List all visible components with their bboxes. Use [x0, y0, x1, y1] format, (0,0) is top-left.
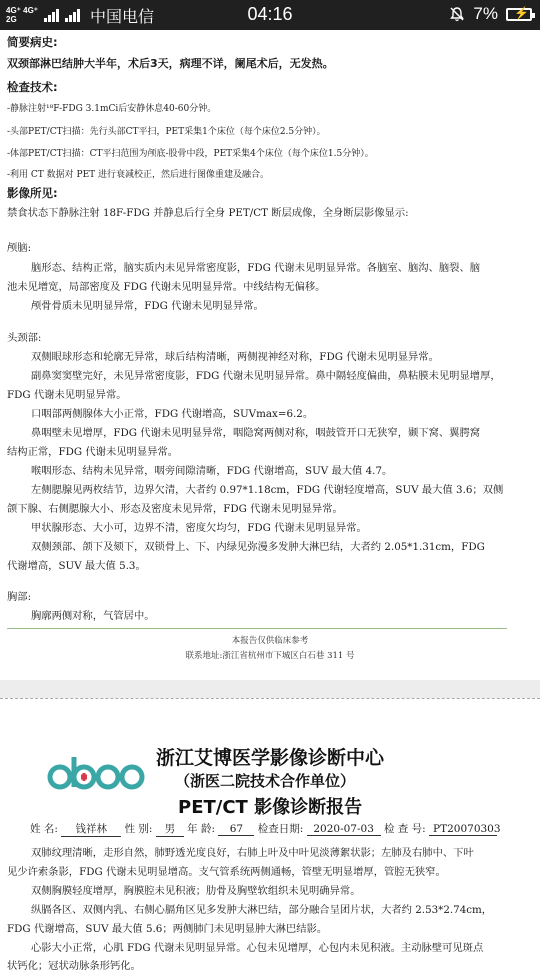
- exam-no-label: 检 查 号:: [383, 823, 426, 835]
- patient-age: 67: [218, 823, 254, 836]
- technique-item: -静脉注射¹⁸F-FDG 3.1mCi后安静休息40-60分钟。: [7, 104, 217, 114]
- name-label: 姓 名:: [30, 823, 58, 835]
- patient-info-row: [30, 821, 501, 837]
- headneck-line: FDG 代谢未见明显异常。: [7, 389, 127, 401]
- carrier-name: 中国电信: [90, 8, 155, 26]
- exam-number: PT20070303: [429, 823, 497, 836]
- technique-item: -头部PET/CT扫描：先行头部CT平扫，PET采集1个床位（每个床位2.5分钟）。: [7, 127, 326, 137]
- exam-date: 2020-07-03: [307, 823, 381, 836]
- headneck-line: 代谢增高，SUV 最大值 5.3。: [7, 560, 146, 572]
- age-label: 年 龄:: [187, 823, 216, 835]
- signal-type-top: 4G⁺ 4G⁺: [6, 6, 39, 15]
- headneck-line: 甲状腺形态、大小可，边界不清，密度欠均匀，FDG 代谢未见明显异常。: [31, 522, 367, 534]
- headneck-line: 喉咽形态、结构未见异常，咽旁间隙清晰，FDG 代谢增高，SUV 最大值 4.7。: [31, 465, 393, 477]
- headneck-title: 头颈部:: [7, 332, 42, 344]
- lung-line: 双肺纹理清晰，走形自然，肺野透光度良好，右肺上叶及中叶见淡薄絮状影；左肺及右肺中、下叶: [31, 847, 474, 859]
- patient-sex: 男: [156, 821, 184, 837]
- divider: [7, 628, 507, 629]
- sex-label: 性 别:: [124, 823, 153, 835]
- headneck-line: 鼻咽壁未见增厚，FDG 代谢未见明显异常，咽隐窝两侧对称，咽鼓管开口无狭窄，颞下窝、翼腭窝: [31, 427, 481, 439]
- mute-bell-icon: [449, 6, 465, 22]
- technique-item: -利用 CT 数据对 PET 进行衰减校正，然后进行图像重建及融合。: [7, 170, 270, 180]
- date-label: 检查日期:: [257, 823, 304, 835]
- brain-line: 脑形态、结构正常，脑实质内未见异常密度影，FDG 代谢未见明显异常。各脑室、脑沟、脑裂、脑: [31, 262, 481, 274]
- clock: 04:16: [247, 4, 293, 24]
- heart-line: 心影大小正常，心肌 FDG 代谢未见明显异常。心包未见增厚，心包内未见积液。主动脉壁可见斑点: [31, 942, 484, 954]
- center-subtitle: （浙医二院技术合作单位）: [175, 772, 356, 790]
- findings-title: 影像所见:: [7, 186, 58, 200]
- lung-line: 双侧胸膜轻度增厚，胸膜腔未见积液；肋骨及胸壁软组织未见明确异常。: [31, 885, 361, 897]
- findings-intro: 禁食状态下静脉注射 18F-FDG 并静息后行全身 PET/CT 断层成像，全身断层影像显示:: [7, 207, 409, 219]
- battery-charging-icon: ⚡: [506, 8, 532, 21]
- chest-title: 胸部:: [7, 591, 32, 603]
- headneck-line: 左侧腮腺见两枚结节，边界欠清，大者约 0.97*1.18cm，FDG 代谢轻度增高，SUV 最大值 3.6；双侧: [31, 484, 504, 496]
- history-title: 简要病史:: [7, 35, 58, 49]
- technique-item: -体部PET/CT扫描：CT平扫范围为颅底-股骨中段，PET采集4个床位（每个床位1.5分钟）。: [7, 149, 374, 159]
- patient-name: 钱祥林: [61, 821, 121, 837]
- headneck-line: 双侧眼球形态和轮廓无异常，球后结构清晰，两侧视神经对称，FDG 代谢未见明显异常。: [31, 351, 439, 363]
- status-bar: [0, 0, 540, 30]
- aboo-logo: [44, 747, 146, 799]
- headneck-line: 颌下腺、右侧腮腺大小、形态及密度未见异常，FDG 代谢未见明显异常。: [7, 503, 343, 515]
- technique-title: 检查技术:: [7, 80, 58, 94]
- brain-line: 颅骨骨质未见明显异常，FDG 代谢未见明显异常。: [31, 300, 264, 312]
- footer-disclaimer: 本报告仅供临床参考: [231, 636, 309, 646]
- heart-line: 状钙化；冠状动脉条形钙化。: [7, 960, 141, 972]
- page-gap: [0, 680, 540, 698]
- headneck-line: 结构正常，FDG 代谢未见明显异常。: [7, 446, 179, 458]
- headneck-line: 双侧颈部、颌下及颏下，双锁骨上、下、内绿见弥漫多发肿大淋巴结，大者约 2.05*1.31cm，FDG: [31, 541, 485, 553]
- lung-line: 见少许索条影，FDG 代谢未见明显增高。支气管系统两侧通畅，管壁无明显增厚，管腔无狭窄。: [7, 866, 446, 878]
- report-page-1: [0, 30, 540, 680]
- brain-title: 颅脑:: [7, 242, 32, 254]
- footer-address: 联系地址:浙江省杭州市下城区白石巷 311 号: [185, 651, 355, 661]
- history-text: 双颈部淋巴结肿大半年，术后3天，病理不详，阑尾术后，无发热。: [7, 57, 334, 70]
- center-name: 浙江艾博医学影像诊断中心: [156, 747, 385, 769]
- headneck-line: 副鼻窦窦壁完好，未见异常密度影，FDG 代谢未见明显异常。鼻中隔轻度偏曲，鼻粘膜未见明显增厚，: [31, 370, 501, 382]
- brain-line: 池未见增宽，局部密度及 FDG 代谢未见明显异常。中线结构无偏移。: [7, 281, 326, 293]
- lung-line: FDG 代谢增高，SUV 最大值 5.6；两侧肺门未见明显肿大淋巴结影。: [7, 923, 328, 935]
- report-page-2: [0, 698, 540, 972]
- lung-line: 纵膈各区、双侧内乳、右侧心膈角区见多发肿大淋巴结，部分融合呈团片状，大者约 2.53*2.74cm，: [31, 904, 493, 916]
- report-title: PET/CT 影像诊断报告: [178, 797, 363, 818]
- chest-line: 胸廓两侧对称，气管居中。: [31, 610, 155, 622]
- signal-type-bottom: 2G: [6, 15, 17, 24]
- battery-percent: 7%: [473, 4, 498, 23]
- headneck-line: 口咽部两侧腺体大小正常，FDG 代谢增高，SUVmax=6.2。: [31, 408, 314, 420]
